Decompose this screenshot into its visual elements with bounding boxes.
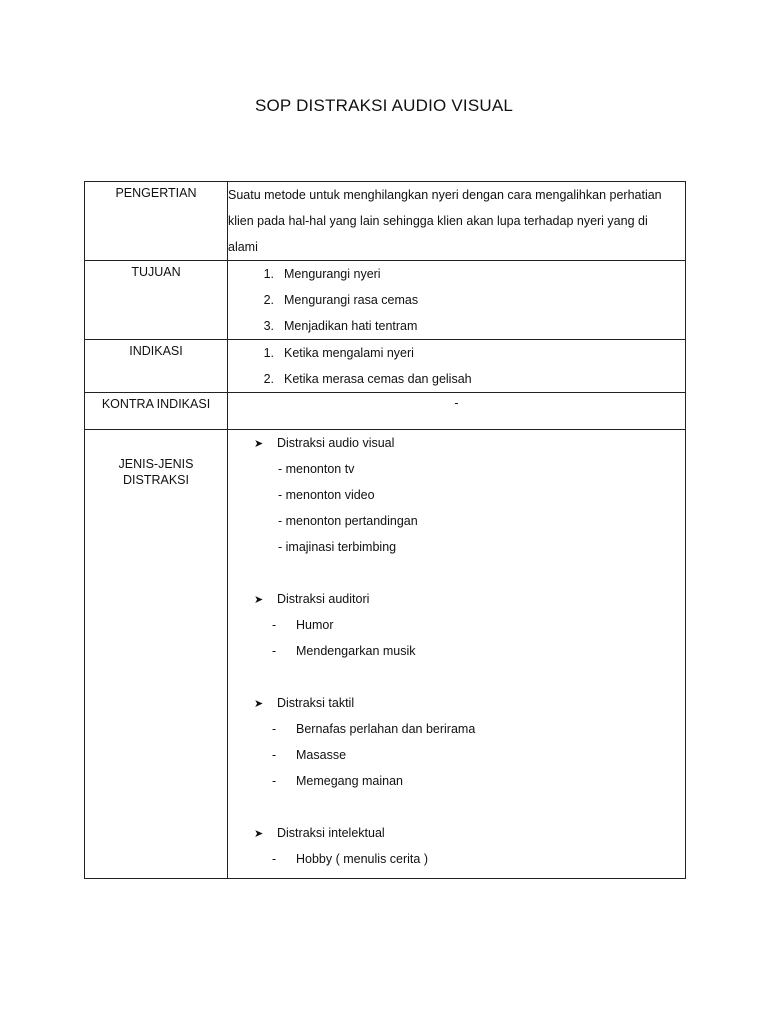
sub-item-text: Memegang mainan bbox=[296, 774, 404, 788]
dash-bullet: - bbox=[272, 748, 277, 762]
definition-line: klien pada hal-hal yang lain sehingga klien akan lupa terhadap nyeri yang di bbox=[228, 214, 648, 228]
row-label bbox=[85, 430, 228, 879]
sub-item bbox=[228, 742, 685, 768]
item-number: 3. bbox=[263, 319, 274, 333]
distraction-group-heading bbox=[228, 586, 685, 612]
item-text: Ketika merasa cemas dan gelisah bbox=[284, 372, 472, 386]
label-pengertian: PENGERTIAN bbox=[115, 186, 197, 200]
sop-table bbox=[84, 181, 686, 879]
group-heading-text: Distraksi audio visual bbox=[277, 436, 395, 450]
row-content bbox=[228, 261, 686, 340]
sub-item-text: Mendengarkan musik bbox=[296, 644, 416, 658]
sub-item: - menonton tv bbox=[278, 462, 355, 476]
item-text: Ketika mengalami nyeri bbox=[284, 346, 414, 360]
row-label bbox=[85, 182, 228, 261]
sub-item: - imajinasi terbimbing bbox=[278, 540, 397, 554]
definition-line: Suatu metode untuk menghilangkan nyeri dengan cara mengalihkan perhatian bbox=[228, 188, 662, 202]
list-item bbox=[228, 313, 685, 339]
list-item bbox=[228, 287, 685, 313]
row-label bbox=[85, 340, 228, 393]
list-item bbox=[228, 261, 685, 287]
arrowhead-bullet-icon: ➤ bbox=[254, 594, 264, 606]
sub-item-text: Masasse bbox=[296, 748, 347, 762]
item-number: 2. bbox=[263, 293, 274, 307]
list-item bbox=[228, 340, 685, 366]
sub-item bbox=[228, 638, 685, 664]
sub-item bbox=[228, 768, 685, 794]
definition-line: alami bbox=[228, 240, 258, 254]
sub-item-text: Hobby ( menulis cerita ) bbox=[296, 852, 428, 866]
sub-item-text: Bernafas perlahan dan berirama bbox=[296, 722, 476, 736]
distraction-group-heading bbox=[228, 430, 685, 456]
group-heading-text: Distraksi auditori bbox=[277, 592, 370, 606]
sub-item bbox=[228, 846, 685, 872]
label-jenis-distraksi: JENIS-JENIS DISTRAKSI bbox=[118, 457, 194, 487]
sub-item bbox=[228, 612, 685, 638]
item-text: Mengurangi rasa cemas bbox=[284, 293, 419, 307]
item-text: Mengurangi nyeri bbox=[284, 267, 381, 281]
spacer bbox=[228, 794, 685, 820]
spacer bbox=[228, 560, 685, 586]
spacer bbox=[228, 664, 685, 690]
distraction-group-heading bbox=[228, 820, 685, 846]
list-item bbox=[228, 366, 685, 392]
item-number: 1. bbox=[263, 267, 274, 281]
dash-bullet: - bbox=[272, 852, 277, 866]
row-tujuan bbox=[85, 261, 686, 340]
row-content bbox=[228, 182, 686, 261]
row-indikasi bbox=[85, 340, 686, 393]
row-pengertian bbox=[85, 182, 686, 261]
row-label bbox=[85, 393, 228, 430]
label-indikasi: INDIKASI bbox=[129, 344, 183, 358]
dash-bullet: - bbox=[272, 618, 277, 632]
distraction-group-heading bbox=[228, 690, 685, 716]
row-kontra-indikasi bbox=[85, 393, 686, 430]
sub-item-text: Humor bbox=[296, 618, 334, 632]
row-jenis-distraksi bbox=[85, 430, 686, 879]
item-number: 1. bbox=[263, 346, 274, 360]
sub-item: - menonton pertandingan bbox=[278, 514, 418, 528]
dash-bullet: - bbox=[272, 722, 277, 736]
dash-bullet: - bbox=[272, 774, 277, 788]
item-number: 2. bbox=[263, 372, 274, 386]
label-kontra-indikasi: KONTRA INDIKASI bbox=[101, 397, 211, 411]
arrowhead-bullet-icon: ➤ bbox=[254, 438, 264, 450]
arrowhead-bullet-icon: ➤ bbox=[254, 698, 264, 710]
row-content bbox=[228, 340, 686, 393]
kontra-value: - bbox=[454, 396, 459, 410]
dash-bullet: - bbox=[272, 644, 277, 658]
row-content bbox=[228, 430, 686, 879]
row-label bbox=[85, 261, 228, 340]
sub-item: - menonton video bbox=[278, 488, 375, 502]
row-content bbox=[228, 393, 686, 430]
group-heading-text: Distraksi intelektual bbox=[277, 826, 385, 840]
arrowhead-bullet-icon: ➤ bbox=[254, 828, 264, 840]
document-title: SOP DISTRAKSI AUDIO VISUAL bbox=[254, 96, 514, 115]
label-tujuan: TUJUAN bbox=[131, 265, 181, 279]
group-heading-text: Distraksi taktil bbox=[277, 696, 355, 710]
sub-item bbox=[228, 716, 685, 742]
item-text: Menjadikan hati tentram bbox=[284, 319, 418, 333]
